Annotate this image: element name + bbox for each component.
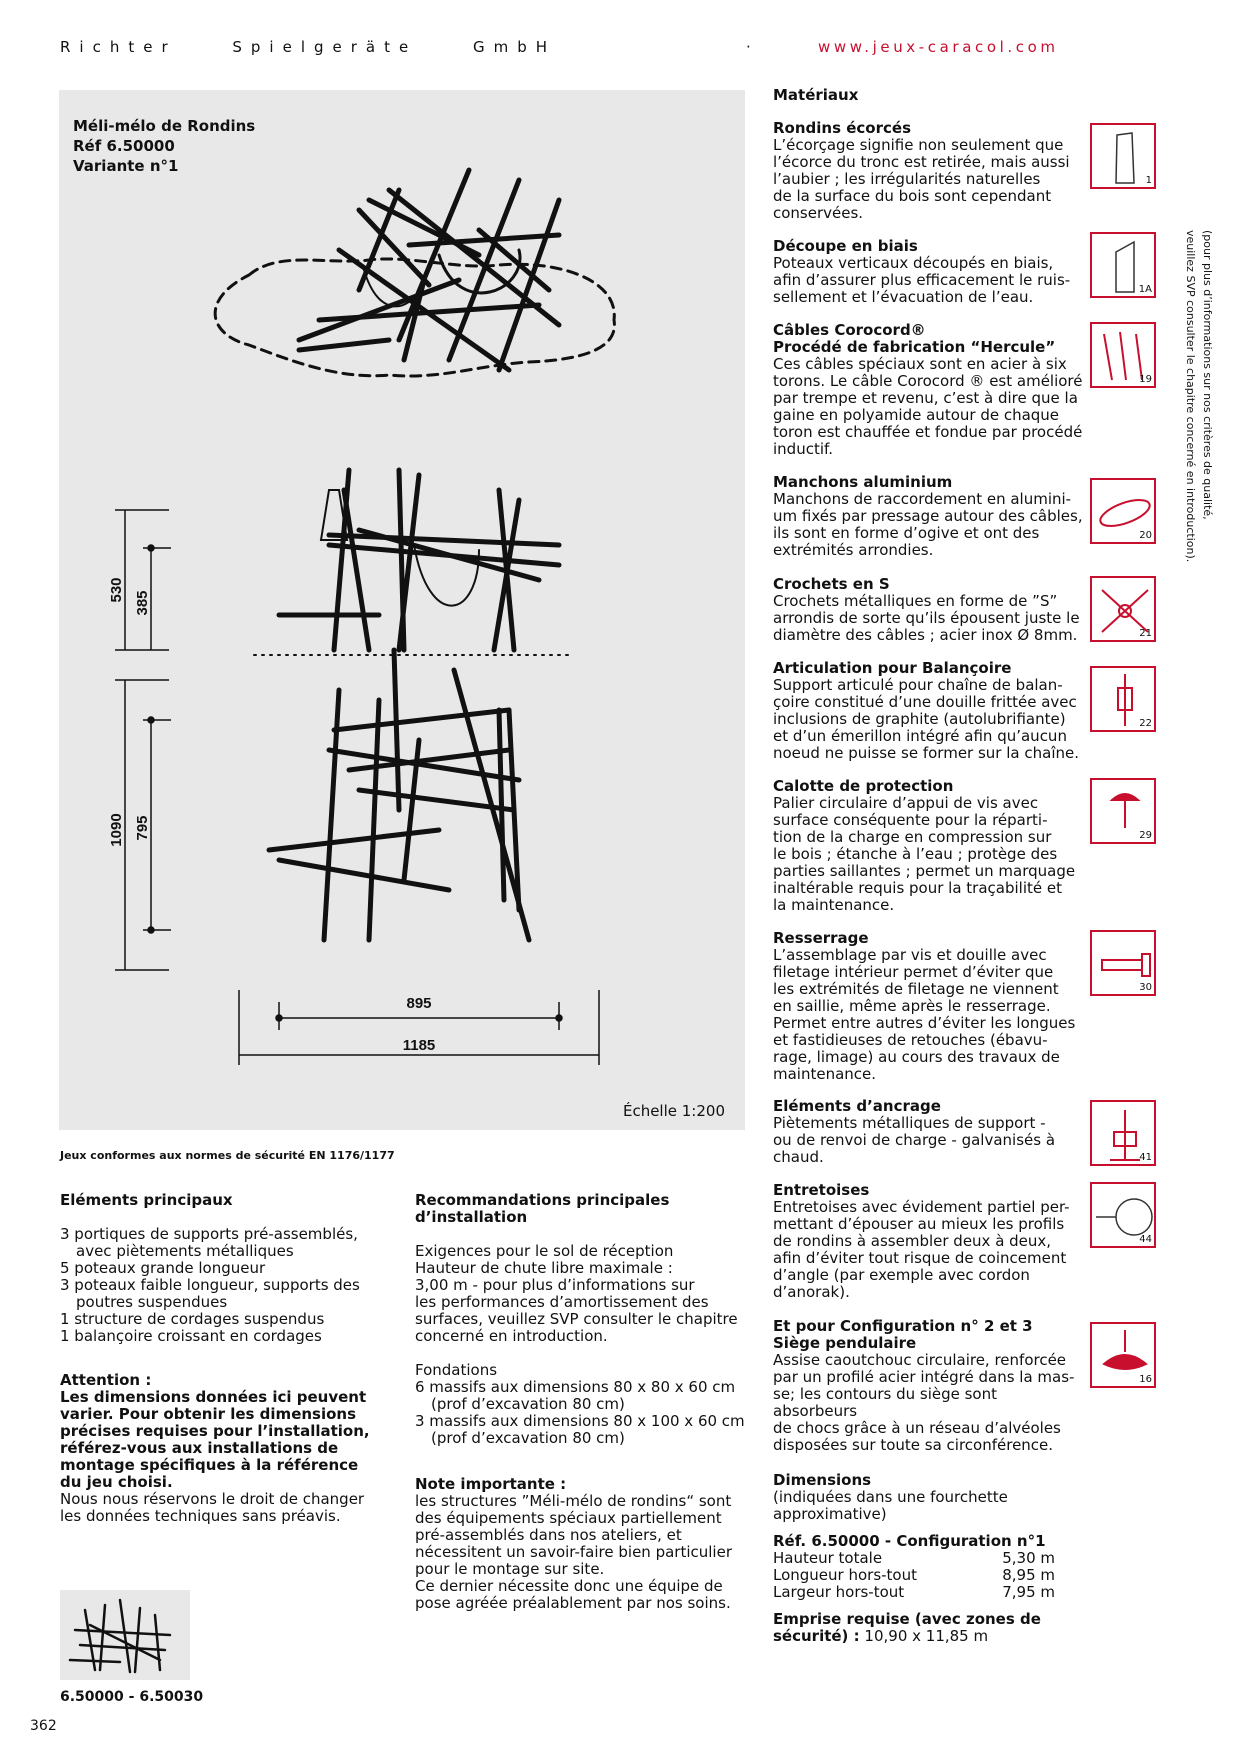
thumbnail-drawing [60,1590,190,1680]
dim-795: 795 [134,815,151,841]
dim-385: 385 [134,590,151,616]
technical-drawing-panel [59,90,745,1130]
foundation-line: 3 massifs aux dimensions 80 x 100 x 60 cm [415,1412,745,1430]
attention-line: Les dimensions données ici peuvent [60,1388,367,1406]
dimensions-config: Réf. 6.50000 - Configuration n°1 [773,1532,1046,1550]
material-title: Eléments d’ancrage [773,1097,941,1115]
product-name: Méli-mélo de Rondins [73,117,256,135]
material-title: Calotte de protection [773,777,954,795]
thumbnail-label: 6.50000 - 6.50030 [60,1689,204,1705]
foundations-title: Fondations [415,1361,498,1379]
dimensions-subtitle: (indiquées dans une fourchette [773,1488,1008,1506]
note-line: pose agréée préalablement par nos soins. [415,1594,731,1612]
material-item: Articulation pour Balançoire Support articulé pour chaîne de balan- çoire constitué d’une douille frittée avec inclusions de graphite (autolubrifiante) et d’un émerillon intégré afin qu’aucun noeud ne puisse se former sur la chaîne. [773,660,1085,762]
dimensions-section [773,1472,1073,1645]
perspective-view [215,170,614,376]
dim-1090: 1090 [108,813,125,847]
material-title: Manchons aluminium [773,473,953,491]
dim-1185: 1185 [402,1037,436,1054]
company-name: Richter Spielgeräte GmbH [60,38,557,56]
material-title: Articulation pour Balançoire [773,659,1012,677]
installation-title: d’installation [415,1208,528,1226]
main-elements-section [60,1192,390,1345]
header-separator: · [746,38,760,56]
material-item: Rondins écorcés L’écorçage signifie non seulement que l’écorce du tronc est retirée, mais aussi l’aubier ; les irrégularités naturelles de la surface du bois sont cependant conservées. [773,120,1085,222]
installation-line: 3,00 m - pour plus d’informations sur [415,1276,695,1294]
page-number: 362 [30,1718,57,1734]
note-line: pré-assemblés dans nos ateliers, et [415,1526,682,1544]
s-hook-icon [1090,576,1156,642]
main-elements-title: Eléments principaux [60,1191,233,1209]
material-item: Et pour Configuration n° 2 et 3 Siège pendulaire Assise caoutchouc circulaire, renforcée par un profilé acier intégré dans la mas- se; les contours du siège sont absorbeurs de chocs grâce à un réseau d’alvéoles disposées sur toute sa circonférence. [773,1318,1085,1454]
material-item: Resserrage L’assemblage par vis et douille avec filetage intérieur permet d’éviter que les extrémités de filetage ne viennent en saillie, même après le resserrage. Permet entre autres d’éviter les longues et fastidieuses de retouches (ébavu- rage, limage) au cours des travaux de maintenance. [773,930,1085,1083]
tightening-icon [1090,930,1156,996]
foundation-line: 6 massifs aux dimensions 80 x 80 x 60 cm [415,1378,736,1396]
page-header [60,38,1120,60]
material-item: Manchons aluminium Manchons de raccordement en alumini- um fixés par pressage autour des câbles, ils sont en forme d’ogive et ont des extrémités arrondies. [773,474,1085,559]
website-link[interactable]: www.jeux-caracol.com [818,38,1059,56]
material-number: 19 [1139,374,1152,385]
note-title: Note importante : [415,1475,567,1493]
material-item: Découpe en biais Poteaux verticaux découpés en biais, afin d’assurer plus efficacement le ruis- sellement et l’évacuation de l’eau. [773,238,1085,306]
cable-icon [1090,322,1156,388]
product-variant: Variante n°1 [73,157,179,175]
spacer-icon [1090,1182,1156,1248]
attention-line: montage spécifiques à la référence [60,1456,359,1474]
element-item: 1 balançoire croissant en cordages [60,1327,322,1345]
dimensions-title: Dimensions [773,1471,872,1489]
aluminium-sleeve-icon [1090,478,1156,544]
material-item: Eléments d’ancrage Piètements métalliques de support - ou de renvoi de charge - galvanisés à chaud. [773,1098,1085,1166]
material-title: Siège pendulaire [773,1334,917,1352]
element-item: 1 structure de cordages suspendus [60,1310,325,1328]
element-item: 3 portiques de supports pré-assemblés, avec piètements métalliques [60,1225,358,1260]
foundation-line: (prof d’excavation 80 cm) [431,1429,625,1447]
installation-section [415,1192,755,1447]
material-item: Entretoises Entretoises avec évidement partiel per- mettant d’épouser au mieux les profils de rondins à assembler deux à deux, afin d’éviter tout risque de coincement d’angle (par exemple avec cordon d’anorak). [773,1182,1085,1301]
safety-norms: Jeux conformes aux normes de sécurité EN 1176/1177 [60,1149,395,1162]
dimension-lines [115,510,599,1065]
installation-title: Recommandations principales [415,1191,670,1209]
material-title: Découpe en biais [773,237,918,255]
product-ref: Réf 6.50000 [73,137,175,155]
note-line: pour le montage sur site. [415,1560,605,1578]
installation-line: Exigences pour le sol de réception [415,1242,674,1260]
material-number: 29 [1139,830,1152,841]
material-title: Et pour Configuration n° 2 et 3 [773,1317,1033,1335]
material-number: 30 [1139,982,1152,993]
material-item: Crochets en S Crochets métalliques en forme de ”S” arrondis de sorte qu’ils épousent juste le diamètre des câbles ; acier inox Ø 8mm. [773,576,1085,644]
bevel-cut-icon [1090,232,1156,298]
element-item: 5 poteaux grande longueur [60,1259,266,1277]
elevation-view [254,470,569,655]
pendulum-seat-icon [1090,1322,1156,1388]
dim-530: 530 [108,577,125,603]
attention-line: référez-vous aux installations de [60,1439,339,1457]
material-number: 20 [1139,530,1152,541]
attention-line: précises requises pour l’installation, [60,1422,370,1440]
material-number: 22 [1139,718,1152,729]
emprise-value: 10,90 x 11,85 m [864,1627,989,1645]
element-item: 3 poteaux faible longueur, supports des poutres suspendues [60,1276,360,1311]
material-number: 1A [1138,284,1152,295]
installation-line: les performances d’amortissement des [415,1293,709,1311]
product-thumbnail [60,1590,190,1680]
debarked-log-icon [1090,123,1156,189]
attention-line: du jeu choisi. [60,1473,173,1491]
material-title: Crochets en S [773,575,890,593]
dim-895: 895 [406,995,432,1012]
anchor-icon [1090,1100,1156,1166]
drawing-scale: Échelle 1:200 [622,1102,725,1120]
dimension-row: Hauteur totale 5,30 m [773,1549,1055,1567]
installation-line: Hauteur de chute libre maximale : [415,1259,673,1277]
quality-side-note [1176,230,1218,590]
dimensions-subtitle: approximative) [773,1505,887,1523]
material-number: 44 [1139,1234,1152,1245]
important-note-section [415,1476,755,1612]
dimension-row: Longueur hors-tout 8,95 m [773,1566,1055,1584]
side-note-line: (pour plus d’informations sur nos critères de qualité, [1201,230,1214,520]
material-item: Câbles Corocord® Procédé de fabrication “Hercule” Ces câbles spéciaux sont en acier à six torons. Le câble Corocord ® est amélioré par trempe et revenu, c’est à dire que la gaine en polyamide autour de chaque toron est chauffée et fondue par procédé inductif. [773,322,1085,458]
dimension-row: Largeur hors-tout 7,95 m [773,1583,1055,1601]
attention-title: Attention : [60,1371,152,1389]
attention-section [60,1372,390,1525]
installation-line: surfaces, veuillez SVP consulter le chapitre [415,1310,738,1328]
note-line: nécessitent un savoir-faire bien particulier [415,1543,732,1561]
material-title: Entretoises [773,1181,870,1199]
note-line: les structures ”Méli-mélo de rondins“ sont [415,1492,732,1510]
plan-view [269,650,529,940]
swing-joint-icon [1090,666,1156,732]
side-note-line: veuillez SVP consulter le chapitre concerné en introduction). [1184,230,1197,563]
material-number: 41 [1139,1152,1152,1163]
emprise-label: Emprise requise (avec zones de [773,1610,1041,1628]
material-number: 16 [1139,1374,1152,1385]
drawing-svg [59,90,745,1130]
material-title: Procédé de fabrication “Hercule” [773,338,1056,356]
material-title: Câbles Corocord® [773,321,926,339]
emprise-label: sécurité) : [773,1627,860,1645]
installation-line: concerné en introduction. [415,1327,608,1345]
note-line: des équipements spéciaux partiellement [415,1509,722,1527]
foundation-line: (prof d’excavation 80 cm) [431,1395,625,1413]
material-number: 21 [1139,628,1152,639]
protection-cap-icon [1090,778,1156,844]
material-title: Resserrage [773,929,869,947]
material-item: Calotte de protection Palier circulaire d’appui de vis avec surface conséquente pour la réparti- tion de la charge en compression sur le bois ; étanche à l’eau ; protège des parties saillantes ; permet un marquage inaltérable requis pour la traçabilité et la maintenance. [773,778,1085,914]
material-number: 1 [1145,175,1152,186]
materials-title: Matériaux [773,86,859,104]
note-line: Ce dernier nécessite donc une équipe de [415,1577,723,1595]
material-title: Rondins écorcés [773,119,912,137]
attention-line: varier. Pour obtenir les dimensions [60,1405,357,1423]
attention-line: les données techniques sans préavis. [60,1507,341,1525]
attention-line: Nous nous réservons le droit de changer [60,1490,365,1508]
